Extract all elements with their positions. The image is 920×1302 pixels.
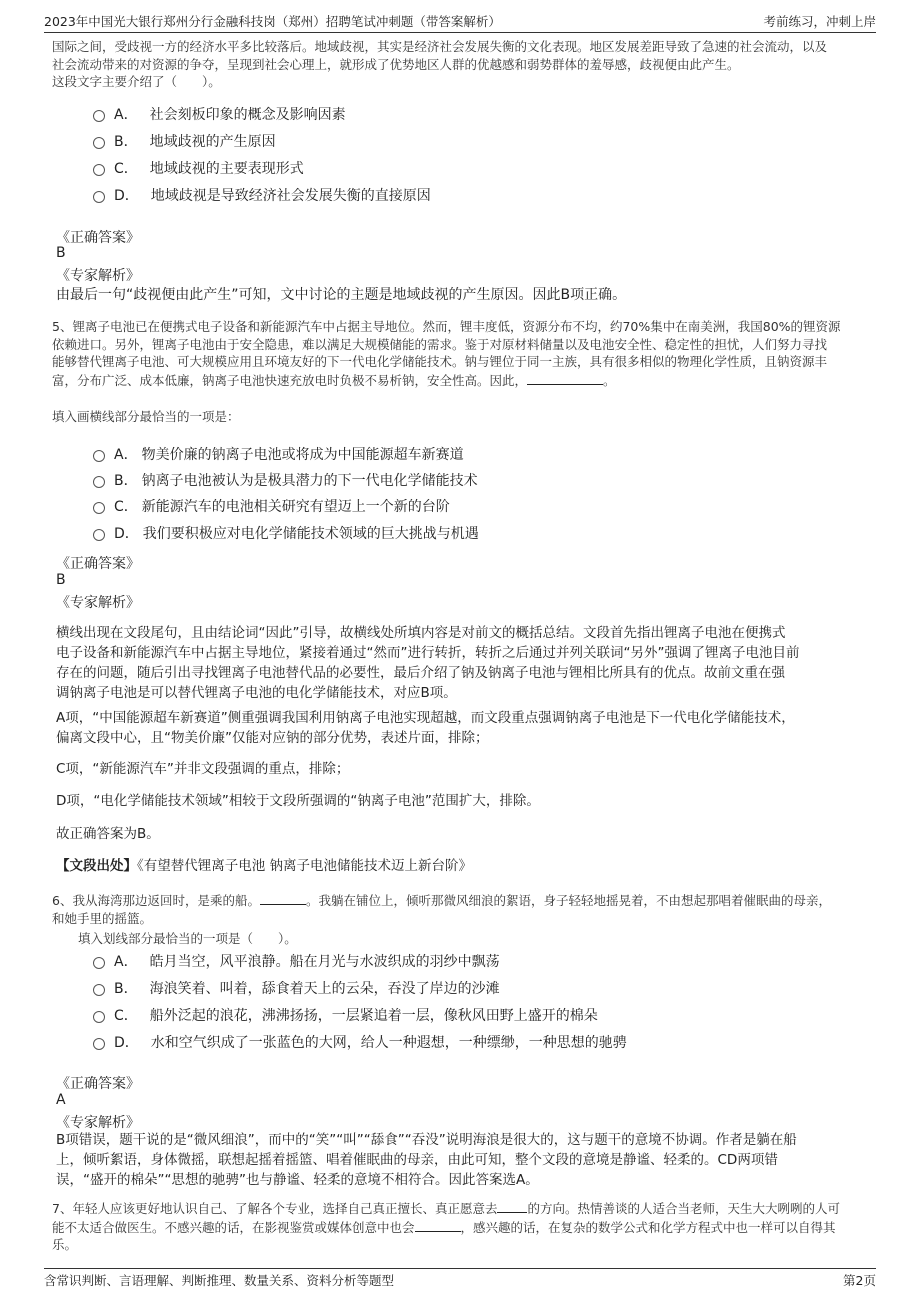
- q6-answer-label: 《正确答案》: [56, 1076, 140, 1092]
- source-label: 【文段出处】: [56, 858, 137, 874]
- q5-source: [56, 856, 876, 876]
- q6-option-b[interactable]: [93, 978, 500, 998]
- q6-option-a[interactable]: [93, 951, 500, 971]
- option-letter: B．: [114, 473, 138, 489]
- analysis-line: 调钠离子电池是可以替代锂离子电池的电化学储能技术，对应B项。: [56, 685, 457, 701]
- option-letter: A．: [114, 954, 138, 970]
- q4-passage-line: 社会流动带来的对资源的争夺，呈现到社会心理上，就形成了优势地区人群的优越感和弱势群体的羞辱感，歧视便由此产生。: [52, 56, 740, 72]
- q5-option-d[interactable]: [93, 523, 479, 543]
- q7-passage-text: ，感兴趣的话，在复杂的数学公式和化学方程式中也一样可以自得其: [460, 1219, 836, 1235]
- radio-icon[interactable]: [93, 191, 105, 203]
- q5-passage-line: 能够替代锂离子电池、可大规模应用且环境友好的下一代电化学储能技术。钠与锂位于同一主族，具有很多相似的物理化学性质，且钠资源丰: [52, 354, 828, 369]
- q5-analysis-para: [56, 791, 876, 811]
- analysis-line: 故正确答案为B。: [56, 826, 160, 842]
- q5-option-b[interactable]: [93, 470, 478, 490]
- q6-passage-line: [52, 891, 882, 910]
- option-text: 地域歧视是导致经济社会发展失衡的直接原因: [150, 188, 431, 204]
- option-text: 船外泛起的浪花，沸沸扬扬，一层紧追着一层，像秋风田野上盛开的棉朵: [149, 1008, 598, 1024]
- q4-option-b[interactable]: [93, 131, 276, 151]
- radio-icon[interactable]: [93, 957, 105, 969]
- q4-answer: B: [56, 245, 66, 261]
- q6-prompt: 填入划线部分最恰当的一项是（ ）。: [78, 931, 297, 946]
- q4-passage: [52, 38, 882, 91]
- option-text: 海浪笑着、叫着，舔食着天上的云朵，吞没了岸边的沙滩: [149, 981, 500, 997]
- q4-option-c[interactable]: [93, 158, 304, 178]
- q6-analysis-label: 《专家解析》: [56, 1115, 140, 1131]
- q4-passage-line: 这段文字主要介绍了（ ）。: [52, 74, 221, 89]
- q7-passage-line: [52, 1199, 882, 1218]
- q6-passage-text: 6、我从海湾那边返回时，是乘的船。: [52, 893, 260, 908]
- footer-topics: 含常识判断、言语理解、判断推理、数量关系、资料分析等题型: [44, 1273, 395, 1288]
- q6-passage-text: 。我躺在铺位上，倾听那微风细浪的絮语，身子轻轻地摇晃着，不由想起那唱着催眠曲的母亲，: [305, 893, 831, 908]
- q7-blank-1[interactable]: [497, 1199, 527, 1213]
- document-title: 2023年中国光大银行郑州分行金融科技岗（郑州）招聘笔试冲刺题（带答案解析）: [44, 14, 501, 29]
- page-footer: [44, 1268, 876, 1291]
- q5-passage-end: 。: [603, 372, 616, 388]
- q5-answer: B: [56, 572, 66, 588]
- option-letter: D．: [114, 188, 139, 204]
- q5-passage-line: [52, 371, 882, 390]
- q7-passage-line: 乐。: [52, 1237, 78, 1252]
- q4-answer-label: 《正确答案》: [56, 230, 140, 246]
- q7-blank-2[interactable]: [415, 1218, 461, 1232]
- q5-passage-line: 依赖进口。另外，锂离子电池由于安全隐患，难以满足大规模储能的需求。鉴于对原材料储量以及电池安全性、稳定性的担忧，人们努力寻找: [52, 336, 828, 352]
- radio-icon[interactable]: [93, 164, 105, 176]
- option-letter: C．: [114, 1008, 138, 1024]
- q5-analysis-para: [56, 708, 876, 748]
- analysis-line: 电子设备和新能源汽车中占据主导地位，紧接着通过“然而”进行转折，转折之后通过并列关联词“另外”强调了锂离子电池目前: [56, 645, 800, 661]
- q7-passage-text: 7、年轻人应该更好地认识自己、了解各个专业，选择自己真正擅长、真正愿意去: [52, 1201, 498, 1216]
- option-text: 社会刻板印象的概念及影响因素: [149, 107, 346, 123]
- option-letter: A．: [114, 447, 138, 463]
- radio-icon[interactable]: [93, 110, 105, 122]
- radio-icon[interactable]: [93, 1038, 105, 1050]
- analysis-line: 误，“盛开的棉朵”“思想的驰骋”也与静谧、轻柔的意境不相符合。因此答案选A。: [56, 1172, 539, 1188]
- q5-analysis-label: 《专家解析》: [56, 595, 140, 611]
- option-text: 皓月当空，风平浪静。船在月光与水波织成的羽纱中飘荡: [149, 954, 500, 970]
- q5-passage: [52, 318, 882, 389]
- q4-analysis-label: 《专家解析》: [56, 268, 140, 284]
- analysis-line: A项，“中国能源超车新赛道”侧重强调我国利用钠离子电池实现超越，而文段重点强调钠离子电池是下一代电化学储能技术，: [56, 710, 795, 726]
- q4-analysis: 由最后一句“歧视便由此产生”可知，文中讨论的主题是地域歧视的产生原因。因此B项正确。: [56, 287, 627, 303]
- q7-passage-text: 能不太适合做医生。不感兴趣的话，在影视鉴赏或媒体创意中也会: [52, 1219, 415, 1235]
- source-text: 《有望替代锂离子电池 钠离子电池储能技术迈上新台阶》: [137, 858, 473, 874]
- option-letter: C．: [114, 499, 138, 515]
- radio-icon[interactable]: [93, 137, 105, 149]
- q5-analysis-para: [56, 824, 876, 844]
- q5-passage-text: 富，分布广泛、成本低廉，钠离子电池快速充放电时负极不易析钠，安全性高。因此，: [52, 372, 528, 388]
- page-header: [44, 10, 876, 33]
- q5-passage-line: 5、锂离子电池已在便携式电子设备和新能源汽车中占据主导地位。然而，锂丰度低，资源分布不均，约70%集中在南美洲，我国80%的锂资源: [52, 319, 841, 334]
- option-text: 物美价廉的钠离子电池或将成为中国能源超车新赛道: [141, 447, 464, 463]
- q6-answer: A: [56, 1092, 66, 1108]
- q6-passage-line: 和她手里的摇篮。: [52, 910, 153, 926]
- q5-option-a[interactable]: [93, 444, 464, 464]
- option-letter: C．: [114, 161, 138, 177]
- option-text: 我们要积极应对电化学储能技术领域的巨大挑战与机遇: [142, 526, 479, 542]
- radio-icon[interactable]: [93, 1011, 105, 1023]
- analysis-line: 横线出现在文段尾句，且由结论词“因此”引导，故横线处所填内容是对前文的概括总结。文段首先指出锂离子电池在便携式: [56, 625, 786, 641]
- option-letter: A．: [114, 107, 138, 123]
- page-number: 第2页: [843, 1273, 876, 1288]
- option-text: 地域歧视的产生原因: [149, 134, 276, 150]
- option-letter: D．: [114, 1035, 139, 1051]
- radio-icon[interactable]: [93, 502, 105, 514]
- q5-answer-label: 《正确答案》: [56, 556, 140, 572]
- option-text: 新能源汽车的电池相关研究有望迈上一个新的台阶: [141, 499, 450, 515]
- q4-option-d[interactable]: [93, 185, 431, 205]
- header-slogan: 考前练习，冲刺上岸: [763, 14, 876, 29]
- option-letter: B．: [114, 981, 138, 997]
- q4-passage-line: 国际之间，受歧视一方的经济水平多比较落后。地域歧视，其实是经济社会发展失衡的文化表现。地区发展差距导致了急速的社会流动，以及: [52, 39, 828, 54]
- option-text: 水和空气织成了一张蓝色的大网，给人一种遐想，一种缥缈，一种思想的驰骋: [150, 1035, 627, 1051]
- analysis-line: 上，倾听絮语，身体微摇，联想起摇着摇篮、唱着催眠曲的母亲，由此可知，整个文段的意境是静谧、轻柔的。CD两项错: [56, 1152, 778, 1168]
- option-text: 钠离子电池被认为是极具潜力的下一代电化学储能技术: [141, 473, 478, 489]
- q6-analysis: [56, 1130, 876, 1190]
- q6-passage: [52, 891, 882, 927]
- q4-option-a[interactable]: [93, 104, 346, 124]
- radio-icon[interactable]: [93, 476, 105, 488]
- analysis-line: 存在的问题，随后引出寻找锂离子电池替代品的必要性，最后介绍了钠及钠离子电池与锂相比所具有的优点。故前文重在强: [56, 665, 785, 681]
- analysis-line: C项，“新能源汽车”并非文段强调的重点，排除；: [56, 761, 350, 777]
- q7-passage: [52, 1199, 882, 1254]
- analysis-line: D项，“电化学储能技术领域”相较于文段所强调的“钠离子电池”范围扩大，排除。: [56, 793, 540, 809]
- q5-blank[interactable]: [527, 371, 603, 385]
- radio-icon[interactable]: [93, 984, 105, 996]
- analysis-line: 偏离文段中心，且“物美价廉”仅能对应钠的部分优势，表述片面，排除；: [56, 730, 489, 746]
- option-letter: B．: [114, 134, 138, 150]
- q6-option-d[interactable]: [93, 1032, 627, 1052]
- q7-passage-text: 的方向。热情善谈的人适合当老师，天生大大咧咧的人可: [527, 1201, 840, 1216]
- radio-icon[interactable]: [93, 529, 105, 541]
- q6-option-c[interactable]: [93, 1005, 598, 1025]
- analysis-line: B项错误，题干说的是“微风细浪”，而中的“笑”“叫”“舔食”“吞没”说明海浪是很大的，这与题干的意境不协调。作者是躺在船: [56, 1132, 797, 1148]
- option-letter: D．: [114, 526, 139, 542]
- radio-icon[interactable]: [93, 450, 105, 462]
- q5-analysis-para: [56, 623, 876, 703]
- q5-analysis-para: [56, 759, 876, 779]
- q6-blank[interactable]: [260, 891, 306, 905]
- q5-option-c[interactable]: [93, 496, 450, 516]
- option-text: 地域歧视的主要表现形式: [149, 161, 304, 177]
- q5-prompt: 填入画横线部分最恰当的一项是：: [52, 409, 240, 424]
- q7-passage-line: [52, 1218, 882, 1237]
